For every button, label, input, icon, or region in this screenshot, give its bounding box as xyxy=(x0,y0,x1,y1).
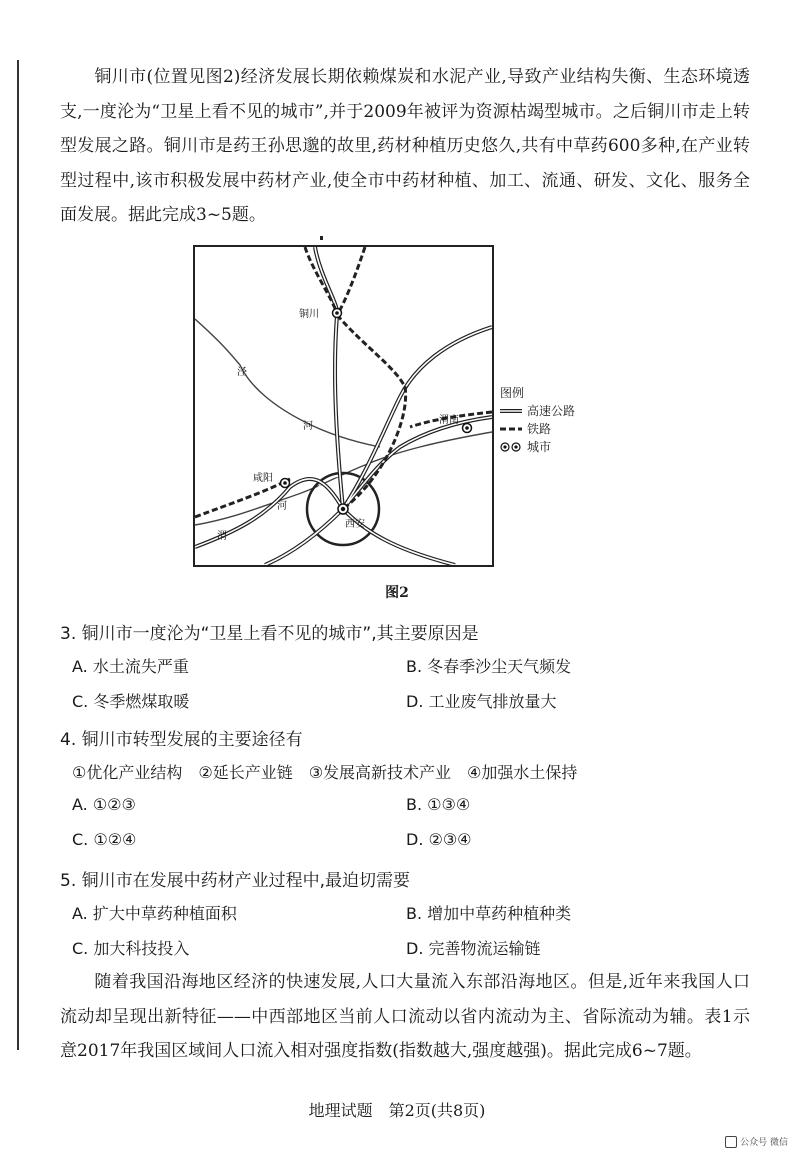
q4-option-d[interactable]: D. ②③④ xyxy=(406,830,472,849)
q3-option-a[interactable]: A. 水土流失严重 xyxy=(72,657,189,676)
q3-option-b[interactable]: B. 冬春季沙尘天气频发 xyxy=(406,657,572,676)
q4-items: ①优化产业结构 ②延长产业链 ③发展高新技术产业 ④加强水土保持 xyxy=(72,763,578,782)
page-footer: 地理试题 第2页(共8页) xyxy=(308,1101,486,1120)
binding-line xyxy=(17,60,19,1050)
q3-option-d[interactable]: D. 工业废气排放量大 xyxy=(406,692,557,711)
q4-option-a[interactable]: A. ①②③ xyxy=(72,795,136,814)
question-3-stem: 3. 铜川市一度沦为“卫星上看不见的城市”,其主要原因是 xyxy=(60,624,479,644)
label-he-1: 河 xyxy=(303,421,313,432)
city-xianyang xyxy=(281,479,290,488)
question-5-stem: 5. 铜川市在发展中药材产业过程中,最迫切需要 xyxy=(60,871,411,891)
legend-city: 城市 xyxy=(500,438,575,456)
railway-symbol-icon xyxy=(500,424,522,434)
q4-option-c[interactable]: C. ①②④ xyxy=(72,830,137,849)
city-symbol-icon xyxy=(500,442,522,452)
legend-railway: 铁路 xyxy=(500,420,575,438)
label-tongchuan: 铜川 xyxy=(299,309,319,320)
q5-option-a[interactable]: A. 扩大中草药种植面积 xyxy=(72,904,237,923)
map-legend xyxy=(500,384,575,456)
watermark-logo-icon xyxy=(725,1136,737,1148)
legend-highway: 高速公路 xyxy=(500,402,575,420)
q5-option-c[interactable]: C. 加大科技投入 xyxy=(72,939,190,958)
intro-passage-1: 铜川市(位置见图2)经济发展长期依赖煤炭和水泥产业,导致产业结构失衡、生态环境透支,一度沦为“卫星上看不见的城市”,并于2009年被评为资源枯竭型城市。之后铜川市走上转型发展之路。铜川市是药王孙思邈的故里,药材种植历史悠久,共有中草药600多种,在产业转型过程中,该市积极发展中药材产业,使全市中药材种植、加工、流通、研发、文化、服务全面发展。据此完成3~5题。 xyxy=(60,67,750,225)
highway-sw xyxy=(265,509,343,565)
legend-title: 图例 xyxy=(500,386,525,400)
railway-tong-xi xyxy=(337,315,406,509)
city-xian xyxy=(338,504,348,514)
highway-symbol-icon xyxy=(500,406,522,416)
q4-option-b[interactable]: B. ①③④ xyxy=(406,795,471,814)
map-figure xyxy=(193,245,494,567)
railway-north-1 xyxy=(305,247,337,315)
city-weinan xyxy=(463,424,472,433)
map-svg xyxy=(195,247,492,565)
city-tongchuan xyxy=(333,309,342,318)
railway-north-2 xyxy=(337,247,365,315)
railway-west xyxy=(195,479,290,517)
q3-option-c[interactable]: C. 冬季燃煤取暖 xyxy=(72,692,190,711)
print-dot xyxy=(320,236,323,240)
question-4-stem: 4. 铜川市转型发展的主要途径有 xyxy=(60,730,303,750)
figure-caption: 图2 xyxy=(385,585,409,601)
label-jing: 泾 xyxy=(237,367,247,378)
watermark: 公众号 微信 xyxy=(725,1135,788,1148)
intro-passage-2: 随着我国沿海地区经济的快速发展,人口大量流入东部沿海地区。但是,近年来我国人口流动却呈现出新特征——中西部地区当前人口流动以省内流动为主、省际流动为辅。表1示意2017年我国区域间人口流入相对强度指数(指数越大,强度越强)。据此完成6~7题。 xyxy=(60,972,750,1061)
label-wei: 渭 xyxy=(217,531,227,542)
label-he-2: 河 xyxy=(277,501,287,512)
label-xian: 西安 xyxy=(345,519,365,530)
q5-option-d[interactable]: D. 完善物流运输链 xyxy=(406,939,541,958)
label-xianyang: 咸阳 xyxy=(253,473,273,484)
label-weinan: 渭南 xyxy=(439,415,459,426)
q5-option-b[interactable]: B. 增加中草药种植种类 xyxy=(406,904,572,923)
jing-river xyxy=(195,319,380,447)
